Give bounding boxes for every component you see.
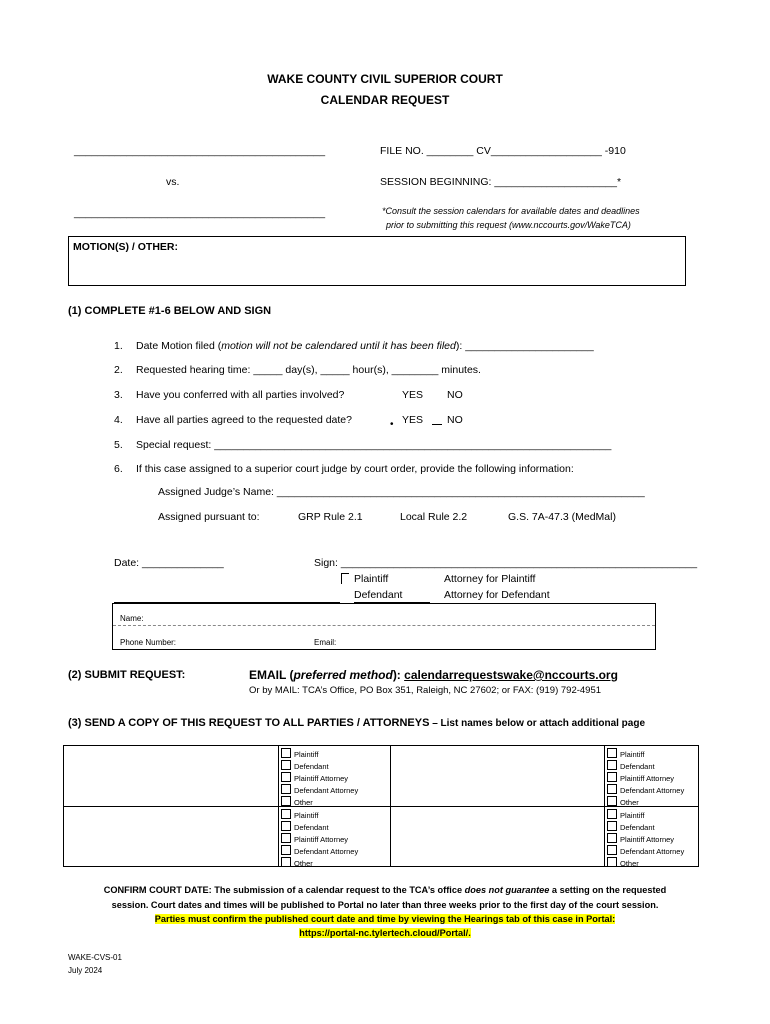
form-date: July 2024 [68,966,103,975]
role-item[interactable]: Other [607,796,698,808]
party-roles-1 [278,746,390,806]
checkbox[interactable] [281,760,291,770]
item-2-number: 2. [114,364,123,376]
session-beginning-field[interactable]: SESSION BEGINNING: _____________________* [380,176,622,188]
item-1-italic: motion will not be calendared until it has been filed [221,340,456,352]
form-title: CALENDAR REQUEST [320,93,450,107]
date-field[interactable]: Date: ______________ [114,557,224,569]
signer-role-defendant[interactable]: Defendant [354,589,403,601]
role-item[interactable]: Defendant [281,821,390,833]
party-roles-4 [604,807,698,866]
item-3-number: 3. [114,389,123,401]
motion-box[interactable] [68,236,686,286]
item-4-number: 4. [114,414,123,426]
role-item[interactable]: Defendant Attorney [281,784,390,796]
item-1-prefix: Date Motion filed ( [136,340,222,352]
item-1-number: 1. [114,340,123,352]
checkbox[interactable] [281,821,291,831]
plaintiff-signer-checkbox[interactable] [341,573,349,584]
email-preferred: preferred method [293,668,393,682]
checkbox[interactable] [281,857,291,867]
assigned-judge-field[interactable]: Assigned Judge’s Name: _______________________________________________________________ [158,486,645,498]
checkbox[interactable] [607,821,617,831]
role-item[interactable]: Other [281,857,390,869]
item-6-number: 6. [114,463,123,475]
role-item[interactable]: Defendant [607,760,698,772]
rule-option-medmal[interactable]: G.S. 7A-47.3 (MedMal) [508,511,616,523]
item-4-no-option[interactable]: NO [447,414,463,426]
item-4-yes-checkbox-mark[interactable]: • [390,419,394,430]
mail-fax-line: Or by MAIL: TCA’s Office, PO Box 351, Raleigh, NC 27602; or FAX: (919) 792-4951 [249,685,602,696]
checkbox[interactable] [281,748,291,758]
section1-heading: (1) COMPLETE #1-6 BELOW AND SIGN [68,305,272,317]
checkbox[interactable] [607,784,617,794]
phone-label[interactable]: Phone Number: [120,638,177,647]
item-4-text: Have all parties agreed to the requested date? [136,414,352,426]
email-label[interactable]: Email: [314,638,337,647]
role-item[interactable]: Plaintiff [607,809,698,821]
role-item[interactable]: Plaintiff Attorney [281,772,390,784]
rule-option-grp[interactable]: GRP Rule 2.1 [298,511,363,523]
name-label[interactable]: Name: [120,614,144,623]
checkbox[interactable] [607,772,617,782]
role-item[interactable]: Defendant Attorney [607,784,698,796]
signature-field[interactable]: Sign: _____________________________________________________________ [314,557,698,569]
item-6-text: If this case assigned to a superior court judge by court order, provide the following information: [136,463,574,475]
item-1-suffix: ): ______________________ [455,340,594,352]
role-item[interactable]: Plaintiff [281,748,390,760]
submit-email-line [249,668,618,682]
rule-option-local[interactable]: Local Rule 2.2 [400,511,468,523]
checkbox[interactable] [281,772,291,782]
vs-label: vs. [166,176,180,188]
signer-role-attorney-defendant[interactable]: Attorney for Defendant [444,589,550,601]
role-item[interactable]: Defendant [281,760,390,772]
motion-label: MOTION(S) / OTHER: [73,241,178,253]
checkbox[interactable] [607,857,617,867]
checkbox[interactable] [607,796,617,806]
checkbox[interactable] [607,845,617,855]
checkbox[interactable] [281,809,291,819]
item-3-text: Have you conferred with all parties involved? [136,389,345,401]
role-item[interactable]: Other [607,857,698,869]
confirm-line1: CONFIRM COURT DATE: The submission of a calendar request to the TCA’s office does not guarantee a setting on the requested [103,885,667,895]
checkbox[interactable] [281,833,291,843]
contact-box [112,603,656,650]
submit-email-link[interactable]: calendarrequestswake@nccourts.org [404,668,618,682]
email-prefix: EMAIL ( [249,668,294,682]
role-item[interactable]: Plaintiff [281,809,390,821]
item-1-text[interactable] [136,340,594,352]
plaintiff-name-field[interactable]: ___________________________________________ [74,145,326,157]
item-3-yes-option[interactable]: YES [402,389,424,401]
section3-heading-main: (3) SEND A COPY OF THIS REQUEST TO ALL PARTIES / ATTORNEYS [68,717,430,729]
item-4-no-checkbox[interactable] [432,424,442,425]
section3-heading-suffix: – List names below or attach additional page [429,718,646,729]
role-item[interactable]: Plaintiff Attorney [607,833,698,845]
confirm-line3: Parties must confirm the published court date and time by viewing the Hearings tab of this case in Portal: [154,914,616,924]
portal-link[interactable]: https://portal-nc.tylertech.cloud/Portal/. [299,928,471,938]
checkbox[interactable] [281,845,291,855]
contact-divider [113,625,655,626]
checkbox[interactable] [281,796,291,806]
role-item[interactable]: Defendant [607,821,698,833]
checkbox[interactable] [281,784,291,794]
role-item[interactable]: Other [281,796,390,808]
parties-mid-divider [390,746,391,866]
party-roles-2 [604,746,698,806]
session-note-line2: prior to submitting this request (www.nccourts.gov/WakeTCA) [386,220,631,230]
session-note-line1: *Consult the session calendars for available dates and deadlines [382,206,640,216]
form-id: WAKE-CVS-01 [68,953,122,962]
checkbox[interactable] [607,760,617,770]
item-5-number: 5. [114,439,123,451]
party-roles-3 [278,807,390,866]
role-item[interactable]: Plaintiff Attorney [281,833,390,845]
confirm-line2: session. Court dates and times will be published to Portal no later than three weeks prior to the first day of the court session. [111,900,659,910]
item-2-text[interactable]: Requested hearing time: _____ day(s), _____ hour(s), ________ minutes. [136,364,481,376]
role-item[interactable]: Defendant Attorney [607,845,698,857]
defendant-name-field[interactable]: ___________________________________________ [74,207,326,219]
portal-link-line [0,928,770,938]
checkbox[interactable] [607,748,617,758]
item-3-no-option[interactable]: NO [447,389,463,401]
item-5-text[interactable]: Special request: ____________________________________________________________________ [136,439,612,451]
role-item[interactable]: Defendant Attorney [281,845,390,857]
section2-heading: (2) SUBMIT REQUEST: [68,669,186,681]
signer-role-plaintiff[interactable]: Plaintiff [354,573,389,585]
role-item[interactable]: Plaintiff Attorney [607,772,698,784]
section3-heading [68,717,645,729]
checkbox[interactable] [607,833,617,843]
item-4-yes-option[interactable]: YES [402,414,424,426]
assigned-pursuant-label: Assigned pursuant to: [158,511,260,523]
court-title: WAKE COUNTY CIVIL SUPERIOR COURT [267,72,503,86]
signer-role-attorney-plaintiff[interactable]: Attorney for Plaintiff [444,573,536,585]
email-mid: ): [392,668,405,682]
parties-table [63,745,699,867]
file-number-field[interactable]: FILE NO. ________ CV___________________ -910 [380,145,626,157]
checkbox[interactable] [607,809,617,819]
role-item[interactable]: Plaintiff [607,748,698,760]
